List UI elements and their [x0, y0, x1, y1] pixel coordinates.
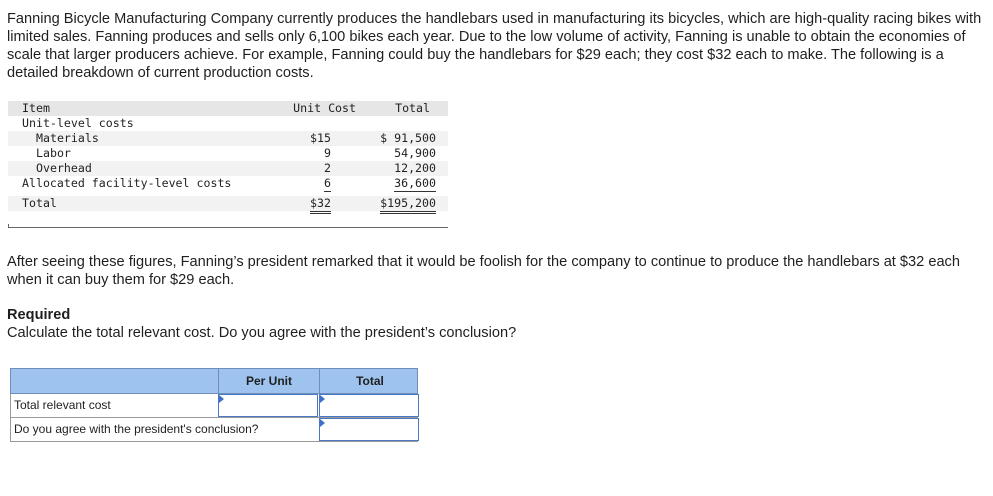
row-unit-cost: 6 [324, 176, 331, 190]
section-unit-level-costs [8, 116, 448, 131]
total-unit-cost: $32 [310, 196, 331, 214]
row-item: Allocated facility-level costs [22, 176, 232, 190]
row-item: Labor [36, 146, 71, 160]
total-total: $195,200 [380, 196, 436, 214]
president-remark: After seeing these figures, Fanning’s president remarked that it would be foolish for the company to continue to produce the handlebars at $32 each when it can buy them for $29 each. [7, 254, 960, 288]
input-marker-icon [219, 395, 224, 403]
header-unit-cost: Unit Cost [293, 101, 356, 115]
total-label: Total [22, 196, 57, 210]
cost-table-header [8, 101, 448, 116]
row-unit-cost: 9 [324, 146, 331, 160]
agree-select[interactable] [320, 419, 418, 440]
answer-table-header [10, 368, 418, 394]
section-label: Unit-level costs [22, 116, 134, 130]
agree-label: Do you agree with the president's conclusion? [14, 422, 259, 436]
row-total: 12,200 [394, 161, 436, 175]
table-row-labor [8, 146, 448, 161]
agree-select-cell [319, 418, 419, 441]
table-row-allocated-facility [8, 176, 448, 191]
row-item: Overhead [36, 161, 92, 175]
dropdown-marker-icon [320, 419, 325, 427]
header-per-unit: Per Unit [218, 369, 319, 393]
required-section [7, 306, 982, 342]
row-total: $ 91,500 [380, 131, 436, 145]
required-question: Calculate the total relevant cost. Do you agree with the president’s conclusion? [7, 325, 517, 341]
total-input-cell [319, 394, 419, 417]
header-total: Total [319, 369, 420, 393]
answer-table [10, 368, 418, 442]
header-item: Item [22, 101, 50, 115]
required-heading: Required [7, 307, 71, 323]
row-total: 54,900 [394, 146, 436, 160]
row-total-relevant-cost [10, 394, 418, 418]
relevant-cost-label: Total relevant cost [14, 398, 111, 412]
row-unit-cost: $15 [310, 131, 331, 145]
row-agree-conclusion [10, 418, 418, 442]
per-unit-input[interactable] [219, 395, 317, 416]
header-total: Total [395, 101, 430, 115]
row-unit-cost: 2 [324, 161, 331, 175]
input-marker-icon [320, 395, 325, 403]
table-row-total [8, 196, 448, 211]
table-row-materials [8, 131, 448, 146]
table-divider [8, 227, 448, 228]
cost-breakdown-table [8, 101, 448, 211]
per-unit-input-cell [218, 394, 318, 417]
row-item: Materials [36, 131, 99, 145]
table-row-overhead [8, 161, 448, 176]
total-input[interactable] [320, 395, 418, 416]
problem-intro: Fanning Bicycle Manufacturing Company currently produces the handlebars used in manufacturing its bicycles, which are high-quality racing bikes with limited sales. Fanning produces and sells only 6,100 bikes each year. Due to the low volume of activity, Fanning is unable to obtain the economies of scale that larger producers achieve. For example, Fanning could buy the handlebars for $29 each; they cost $32 each to make. The following is a detailed breakdown of current production costs. [7, 11, 982, 81]
row-total: 36,600 [394, 176, 436, 190]
